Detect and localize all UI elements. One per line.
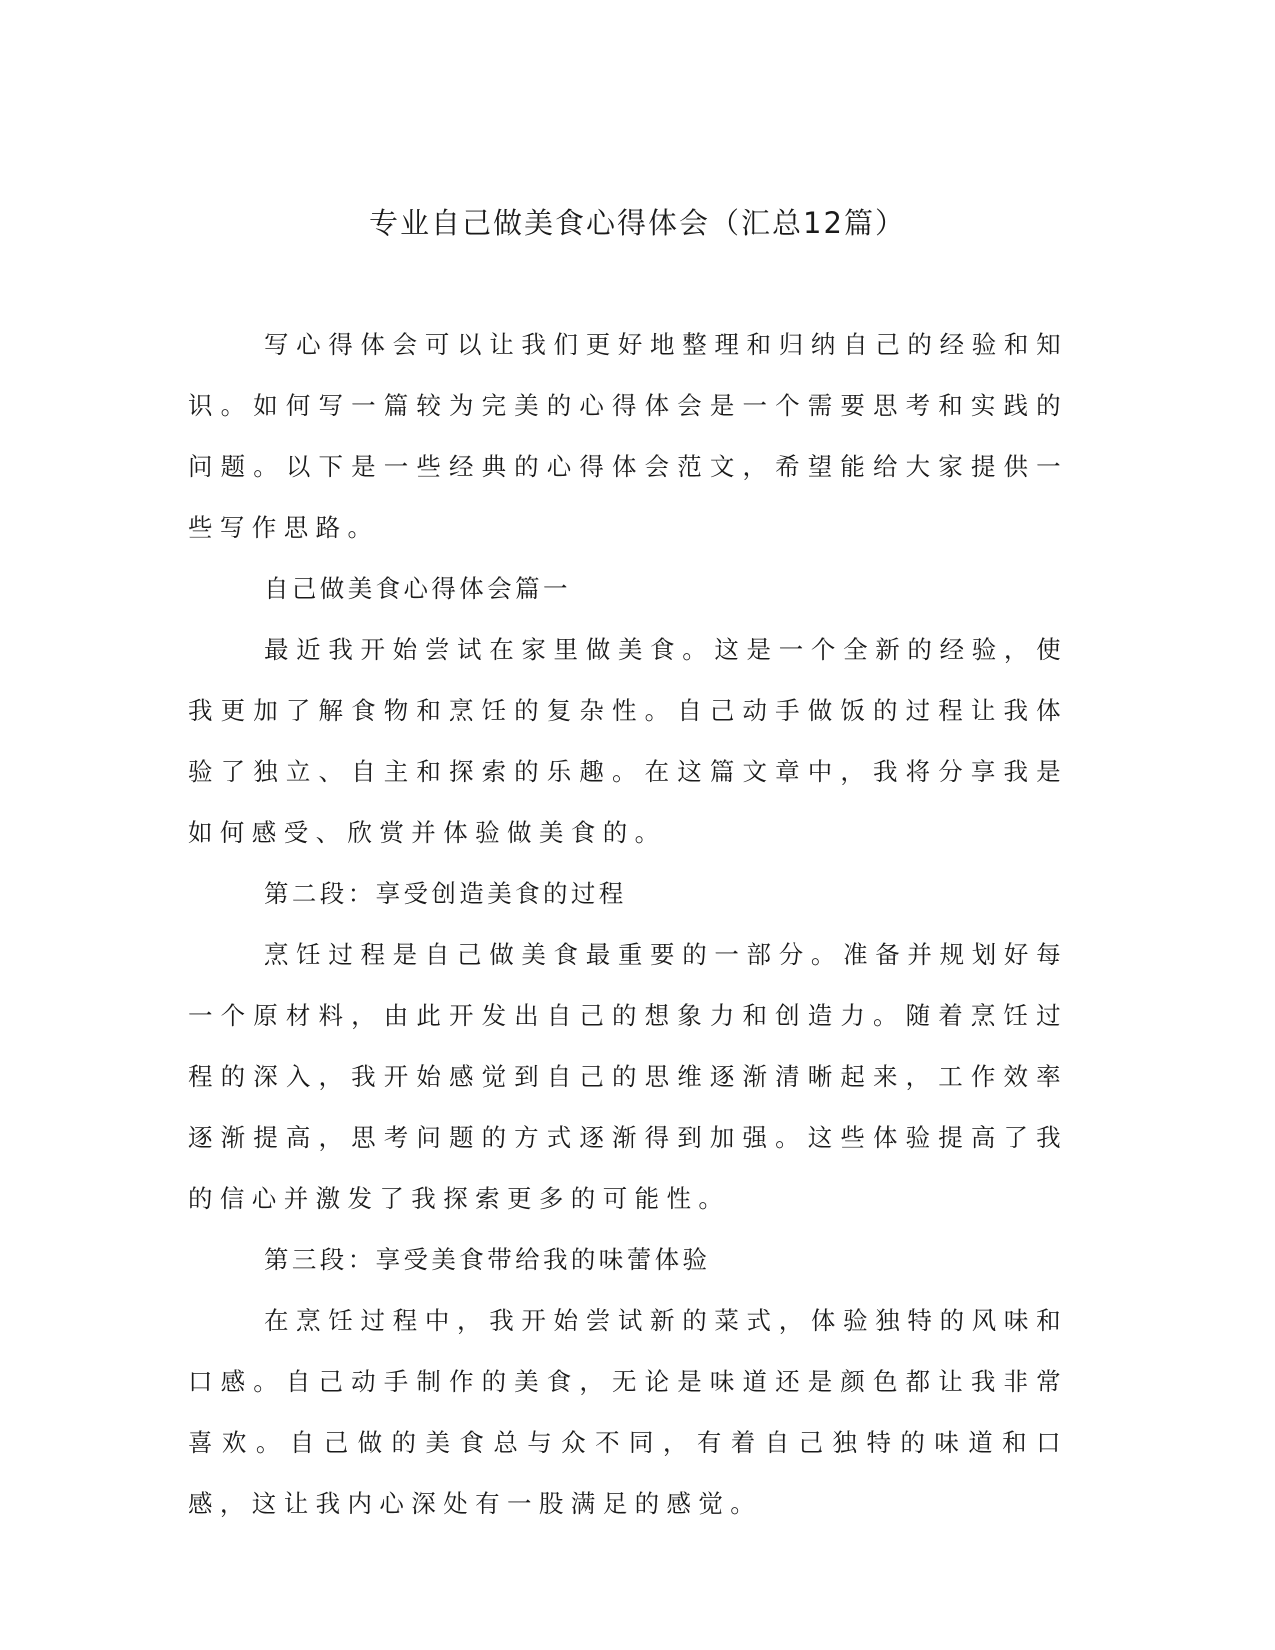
section-heading-2: 第二段：享受创造美食的过程 bbox=[264, 879, 627, 908]
section-2-paragraph: 烹饪过程是自己做美食最重要的一部分。准备并规划好每一个原材料，由此开发出自己的想象力和创造力。随着烹饪过程的深入，我开始感觉到自己的思维逐渐清晰起来，工作效率逐渐提高，思考问题的方式逐渐得到加强。这些体验提高了我的信心并激发了我探索更多的可能性。 bbox=[188, 940, 1068, 1213]
intro-paragraph: 写心得体会可以让我们更好地整理和归纳自己的经验和知识。如何写一篇较为完美的心得体会是一个需要思考和实践的问题。以下是一些经典的心得体会范文，希望能给大家提供一些写作思路。 bbox=[188, 330, 1068, 542]
section-heading-3: 第三段：享受美食带给我的味蕾体验 bbox=[264, 1245, 711, 1274]
section-heading-1: 自己做美食心得体会篇一 bbox=[264, 574, 571, 603]
document-title: 专业自己做美食心得体会（汇总12篇） bbox=[369, 206, 906, 240]
document-body bbox=[188, 314, 1068, 1534]
section-1-paragraph: 最近我开始尝试在家里做美食。这是一个全新的经验，使我更加了解食物和烹饪的复杂性。自己动手做饭的过程让我体验了独立、自主和探索的乐趣。在这篇文章中，我将分享我是如何感受、欣赏并体验做美食的。 bbox=[188, 635, 1068, 847]
section-3-paragraph: 在烹饪过程中，我开始尝试新的菜式，体验独特的风味和口感。自己动手制作的美食，无论是味道还是颜色都让我非常喜欢。自己做的美食总与众不同，有着自己独特的味道和口感，这让我内心深处有一股满足的感觉。 bbox=[188, 1306, 1068, 1518]
